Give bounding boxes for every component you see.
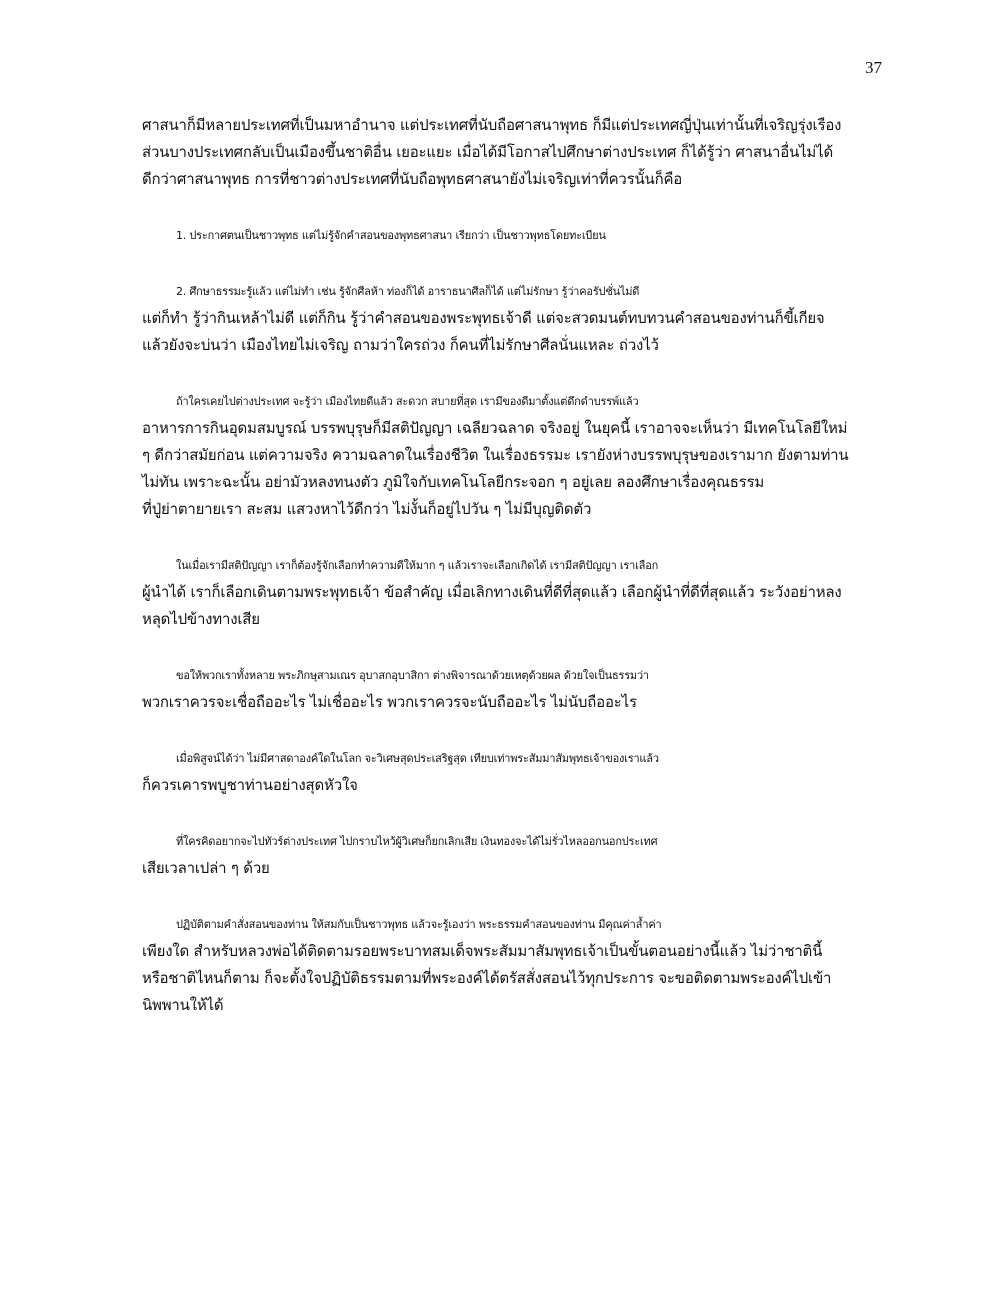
document-body [142,112,878,1019]
text-line: ๆ ดีกว่าสมัยก่อน แต่ความจริง ความฉลาดในเรื่องชีวิต ในเรื่องธรรมะ เรายังห่างบรรพบุรุษของเรามาก ยังตามท่าน [142,446,849,464]
text-line: อาหารการกินอุดมสมบูรณ์ บรรพบุรุษก็มีสติปัญญา เฉลียวฉลาด จริงอยู่ ในยุคนี้ เราอาจจะเห็นว่า มีเทคโนโลยีใหม่ [142,419,848,437]
text-line: แต่ก็ทำ รู้ว่ากินเหล้าไม่ดี แต่ก็กิน รู้ว่าคำสอนของพระพุทธเจ้าดี แต่จะสวดมนต์ทบทวนคำสอนของท่านก็ขี้เกียจ [142,309,825,327]
text-line: 1. ประกาศตนเป็นชาวพุทธ แต่ไม่รู้จักคำสอนของพุทธศาสนา เรียกว่า เป็นชาวพุทธโดยทะเบียน [176,229,606,242]
text-line: ก็ควรเคารพบูชาท่านอย่างสุดหัวใจ [142,776,358,794]
page-number: 37 [865,58,882,77]
paragraph-7 [142,745,878,799]
text-line: ดีกว่าศาสนาพุทธ การที่ชาวต่างประเทศที่นับถือพุทธศาสนายังไม่เจริญเท่าที่ควรนั้นก็คือ [142,170,683,188]
text-line: 2. ศึกษาธรรมะรู้แล้ว แต่ไม่ทำ เช่น รู้จักศีลห้า ท่องก็ได้ อาราธนาศีลก็ได้ แต่ไม่รักษา รู้ว่าคอรัปชั่นไม่ดี [176,285,640,298]
text-line: ถ้าใครเคยไปต่างประเทศ จะรู้ว่า เมืองไทยดีแล้ว สะดวก สบายที่สุด เรามีของดีมาตั้งแต่ดึกดำบรรพ์แล้ว [176,395,639,408]
text-line: ไม่ทัน เพราะฉะนั้น อย่ามัวหลงทนงตัว ภูมิใจกับเทคโนโลยีกระจอก ๆ อยู่เลย ลองศึกษาเรื่องคุณธรรม [142,473,765,491]
text-line: ปฏิบัติตามคำสั่งสอนของท่าน ให้สมกับเป็นชาวพุทธ แล้วจะรู้เองว่า พระธรรมคำสอนของท่าน มีคุณค่าล้ำค่า [176,918,662,931]
text-line: ส่วนบางประเทศกลับเป็นเมืองขึ้นชาติอื่น เยอะแยะ เมื่อได้มีโอกาสไปศึกษาต่างประเทศ ก็ได้รู้ว่า ศาสนาอื่นไม่ได้ [142,143,833,161]
text-line: ผู้นำได้ เราก็เลือกเดินตามพระพุทธเจ้า ข้อสำคัญ เมื่อเลิกทางเดินที่ดีที่สุดแล้ว เลือกผู้นำที่ดีที่สุดแล้ว ระวังอย่าหลง [142,583,842,601]
paragraph-6 [142,662,878,716]
paragraph-4 [142,388,878,523]
text-line: ในเมื่อเรามีสติปัญญา เราก็ต้องรู้จักเลือกทำความดีให้มาก ๆ แล้วเราจะเลือกเกิดได้ เรามีสติปัญญา เราเลือก [176,559,659,572]
text-line: หลุดไปข้างทางเสีย [142,610,260,628]
text-line: นิพพานให้ได้ [142,996,224,1014]
paragraph-8 [142,828,878,882]
paragraph-5 [142,552,878,633]
paragraph-2 [142,222,878,249]
text-line: เพียงใด สำหรับหลวงพ่อได้ติดตามรอยพระบาทสมเด็จพระสัมมาสัมพุทธเจ้าเป็นขั้นตอนอย่างนี้แล้ว ไม่ว่าชาตินี้ [142,942,823,960]
text-line: ศาสนาก็มีหลายประเทศที่เป็นมหาอำนาจ แต่ประเทศที่นับถือศาสนาพุทธ ก็มีแต่ประเทศญี่ปุ่นเท่านั้นที่เจริญรุ่งเรือง [142,116,842,134]
text-line: ขอให้พวกเราทั้งหลาย พระภิกษุสามเณร อุบาสกอุบาสิกา ต่างพิจารณาด้วยเหตุด้วยผล ด้วยใจเป็นธรรมว่า [176,669,649,682]
text-line: ที่ใครคิดอยากจะไปทัวร์ต่างประเทศ ไปกราบไหว้ผู้วิเศษก็ยกเลิกเสีย เงินทองจะได้ไม่รั่วไหลออกนอกประเทศ [176,835,658,848]
text-line: แล้วยังจะบ่นว่า เมืองไทยไม่เจริญ ถามว่าใครถ่วง ก็คนที่ไม่รักษาศีลนั่นแหละ ถ่วงไว้ [142,336,659,354]
paragraph-3 [142,278,878,359]
paragraph-1 [142,112,878,193]
paragraph-9 [142,911,878,1019]
text-line: หรือชาติไหนก็ตาม ก็จะตั้งใจปฏิบัติธรรมตามที่พระองค์ได้ตรัสสั่งสอนไว้ทุกประการ จะขอติดตามพระองค์ไปเข้า [142,969,832,987]
text-line: ที่ปู่ย่าตายายเรา สะสม แสวงหาไว้ดีกว่า ไม่งั้นก็อยู่ไปวัน ๆ ไม่มีบุญติดตัว [142,500,592,518]
text-line: เมื่อพิสูจน์ได้ว่า ไม่มีศาสดาองค์ใดในโลก จะวิเศษสุดประเสริฐสุด เทียบเท่าพระสัมมาสัมพุทธเจ้าของเราแล้ว [176,752,659,765]
text-line: พวกเราควรจะเชื่อถืออะไร ไม่เชื่ออะไร พวกเราควรจะนับถืออะไร ไม่นับถืออะไร [142,693,637,711]
text-line: เสียเวลาเปล่า ๆ ด้วย [142,859,270,877]
